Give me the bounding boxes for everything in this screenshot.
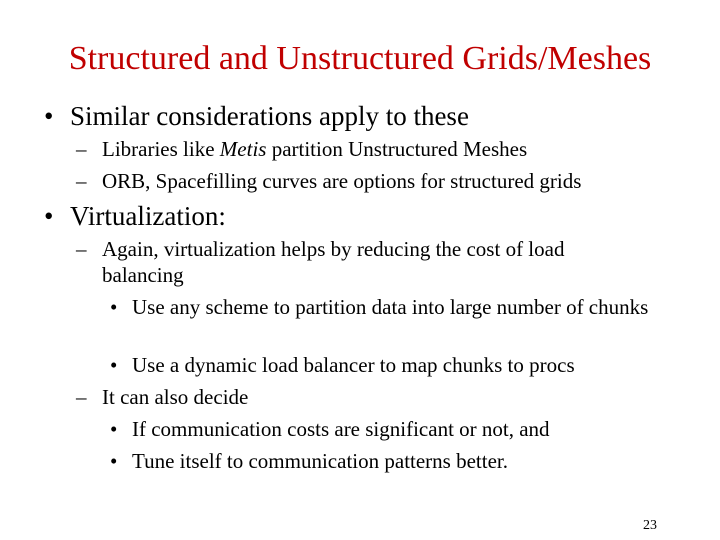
slide-title: Structured and Unstructured Grids/Meshes xyxy=(68,40,652,77)
bullet-marker: • xyxy=(110,449,118,473)
metis-italic: Metis xyxy=(219,137,267,161)
sub-sub-bullet-partition xyxy=(110,294,670,320)
dash-marker: – xyxy=(76,385,87,409)
sub-sub-bullet-text: Use any scheme to partition data into large number of chunks xyxy=(132,295,649,319)
bullet-similar-considerations xyxy=(44,100,469,132)
dash-marker: – xyxy=(76,237,87,261)
bullet-marker: • xyxy=(110,353,118,377)
text-part: Libraries like xyxy=(102,137,220,161)
sub-sub-bullet-load-balancer xyxy=(110,352,670,378)
sub-bullet-decide xyxy=(76,384,676,410)
sub-bullet-orb xyxy=(76,168,676,194)
sub-sub-bullet-text: Tune itself to communication patterns better. xyxy=(132,449,508,473)
sub-bullet-text: ORB, Spacefilling curves are options for structured grids xyxy=(102,169,582,193)
sub-bullet-text xyxy=(76,136,676,162)
sub-sub-bullet-text: If communication costs are significant or not, and xyxy=(132,417,550,441)
sub-bullet-text: Again, virtualization helps by reducing the cost of load balancing xyxy=(102,237,565,287)
sub-bullet-again xyxy=(76,236,636,288)
sub-sub-bullet-tune xyxy=(110,448,670,474)
bullet-marker: • xyxy=(110,417,118,441)
bullet-marker: • xyxy=(44,101,54,131)
dash-marker: – xyxy=(76,137,87,161)
sub-bullet-text: It can also decide xyxy=(102,385,249,409)
page-number: 23 xyxy=(643,518,657,533)
sub-sub-bullet-text: Use a dynamic load balancer to map chunks to procs xyxy=(132,353,575,377)
bullet-marker: • xyxy=(44,201,54,231)
dash-marker: – xyxy=(76,169,87,193)
bullet-marker: • xyxy=(110,295,118,319)
bullet-text: Similar considerations apply to these xyxy=(70,101,469,131)
bullet-text: Virtualization: xyxy=(70,201,226,231)
sub-bullet-metis xyxy=(76,136,676,162)
bullet-virtualization xyxy=(44,200,226,232)
sub-sub-bullet-communication-costs xyxy=(110,416,670,442)
text-part: partition Unstructured Meshes xyxy=(266,137,528,161)
